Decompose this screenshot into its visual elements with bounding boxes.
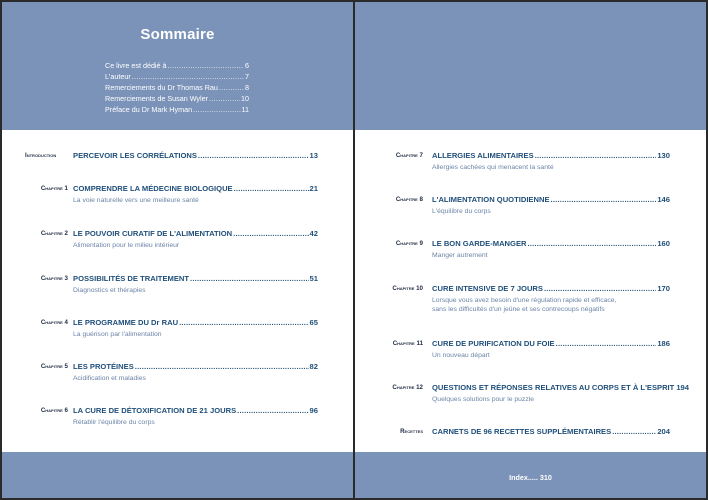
toc-entry-chapter-5[interactable] [2, 362, 353, 398]
entry-subtitle: Quelques solutions pour le puzzle [432, 396, 535, 403]
entry-label: Chapitre 9 [395, 240, 423, 247]
toc-entry-chapter-8[interactable] [355, 195, 706, 231]
right-page [355, 2, 706, 498]
entry-subtitle: Diagnostics et thérapies [73, 287, 146, 294]
toc-entry-chapter-4[interactable] [2, 318, 353, 354]
front-matter-item[interactable]: Ce livre est dédié à ..... 6 [105, 60, 249, 71]
entry-label: Chapitre 11 [392, 340, 423, 347]
entry-title-line: CARNETS DE 96 RECETTES SUPPLÉMENTAIRES ..... 204 [432, 427, 670, 437]
front-matter-item[interactable]: Préface du Dr Mark Hyman ..... 11 [105, 104, 249, 115]
entry-subtitle: Lorsque vous avez besoin d'une régulation rapide et efficace, [432, 297, 617, 304]
entry-subtitle: La voie naturelle vers une meilleure santé [73, 197, 199, 204]
entry-label: Chapitre 7 [395, 152, 423, 159]
entry-label: Recettes [400, 428, 423, 435]
page-title: Sommaire [140, 26, 215, 43]
toc-entry-chapter-7[interactable] [355, 151, 706, 187]
entry-label: Chapitre 8 [395, 196, 423, 203]
index-link[interactable]: Index..... 310 [509, 473, 552, 482]
entry-title-line: LE PROGRAMME DU Dr RAU ..... 65 [73, 318, 318, 328]
toc-entry-chapter-1[interactable] [2, 184, 353, 220]
entry-title-line: CURE INTENSIVE DE 7 JOURS ..... 170 [432, 284, 670, 294]
bottom-band [2, 452, 353, 498]
entry-subtitle: Un nouveau départ [432, 352, 490, 359]
entry-title-line: L'ALIMENTATION QUOTIDIENNE ..... 146 [432, 195, 670, 205]
entry-subtitle-line-2: sans les difficultés d'un jeûne et ses contrecoups négatifs [432, 306, 605, 313]
entry-title-line: POSSIBILITÉS DE TRAITEMENT ..... 51 [73, 274, 318, 284]
entry-label: Chapitre 4 [40, 319, 68, 326]
entry-subtitle: Acidification et maladies [73, 375, 146, 382]
entry-title-line: LE POUVOIR CURATIF DE L'ALIMENTATION ..... 42 [73, 229, 318, 239]
front-matter-item[interactable]: L'auteur ..... 7 [105, 71, 249, 82]
top-band [355, 2, 706, 130]
toc-entry-chapter-10[interactable] [355, 284, 706, 320]
front-matter-item[interactable]: Remerciements de Susan Wyler ..... 10 [105, 93, 249, 104]
entry-label: Chapitre 12 [392, 384, 423, 391]
entry-title-line: COMPRENDRE LA MÉDECINE BIOLOGIQUE ..... 21 [73, 184, 318, 194]
toc-entry-chapter-12[interactable] [355, 383, 706, 419]
entry-title-line: LE BON GARDE-MANGER ..... 160 [432, 239, 670, 249]
toc-entry-introduction[interactable] [2, 151, 353, 187]
entry-label: Introduction [25, 152, 57, 159]
entry-title-line: ALLERGIES ALIMENTAIRES ..... 130 [432, 151, 670, 161]
entry-subtitle: La guérison par l'alimentation [73, 331, 162, 338]
toc-entry-chapter-9[interactable] [355, 239, 706, 275]
entry-title-line: QUESTIONS ET RÉPONSES RELATIVES AU CORPS ET À L'ESPRIT 194 [432, 383, 689, 392]
entry-label: Chapitre 5 [40, 363, 68, 370]
entry-label: Chapitre 10 [392, 285, 423, 292]
toc-entry-chapter-3[interactable] [2, 274, 353, 310]
entry-title-line: PERCEVOIR LES CORRÉLATIONS ..... 13 [73, 151, 318, 161]
entry-label: Chapitre 3 [40, 275, 68, 282]
entry-label: Chapitre 6 [40, 407, 68, 414]
bottom-band [355, 452, 706, 498]
entry-title-line: LA CURE DE DÉTOXIFICATION DE 21 JOURS ..... 96 [73, 406, 318, 416]
entry-subtitle: Allergies cachées qui menacent la santé [432, 164, 554, 171]
entry-subtitle: Manger autrement [432, 252, 488, 259]
front-matter-item[interactable]: Remerciements du Dr Thomas Rau ..... 8 [105, 82, 249, 93]
entry-label: Chapitre 1 [40, 185, 68, 192]
toc-entry-chapter-6[interactable] [2, 406, 353, 442]
entry-subtitle: Rétablir l'équilibre du corps [73, 419, 155, 426]
toc-entry-chapter-2[interactable] [2, 229, 353, 265]
entry-subtitle: L'équilibre du corps [432, 208, 491, 215]
front-matter-list [105, 60, 249, 115]
toc-entry-chapter-11[interactable] [355, 339, 706, 375]
entry-title-line: CURE DE PURIFICATION DU FOIE ..... 186 [432, 339, 670, 349]
left-page [2, 2, 353, 498]
entry-title-line: LES PROTÉINES ..... 82 [73, 362, 318, 372]
entry-label: Chapitre 2 [40, 230, 68, 237]
entry-subtitle: Alimentation pour le milieu intérieur [73, 242, 180, 249]
